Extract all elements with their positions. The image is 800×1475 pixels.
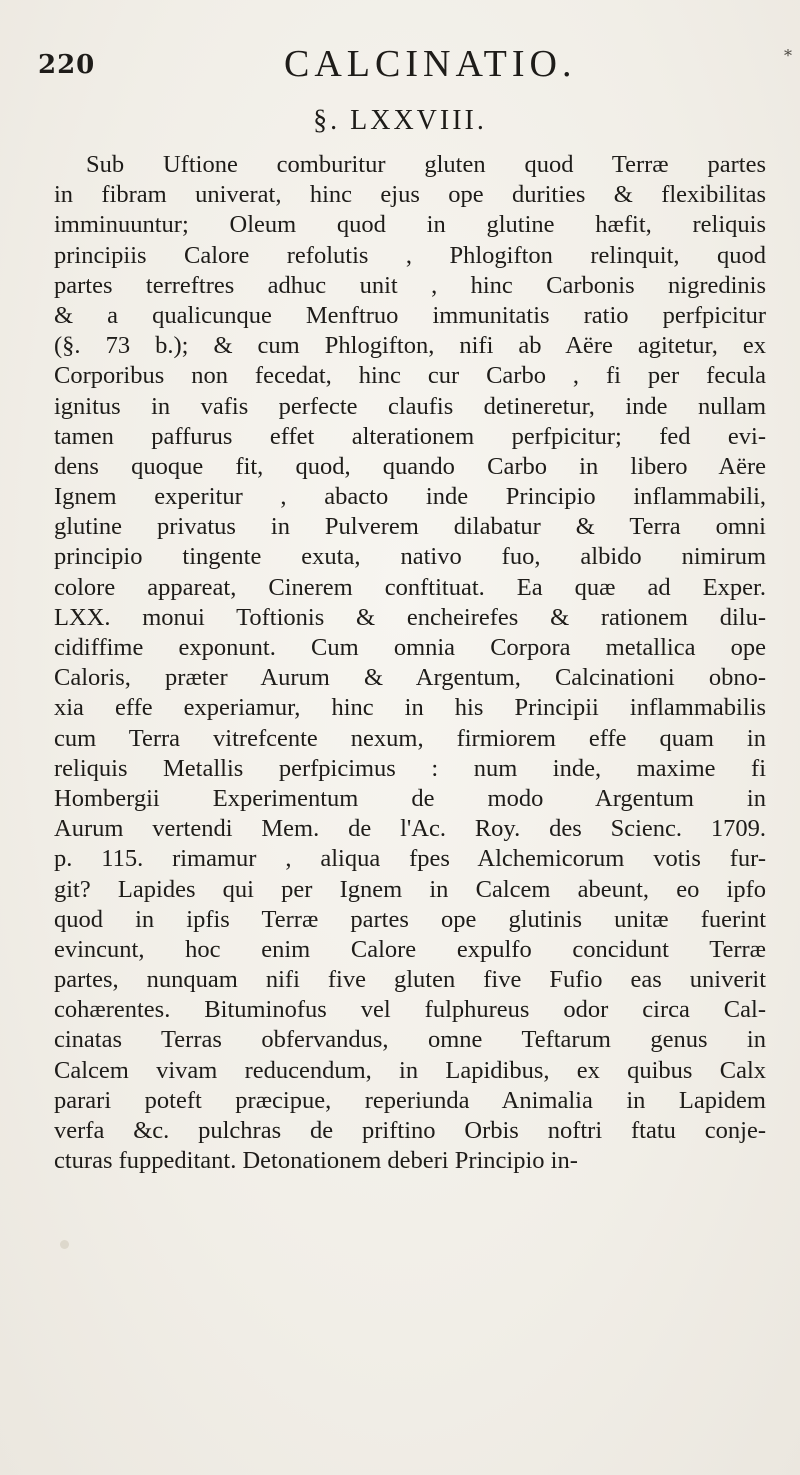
text-line: cum Terra vitrefcente nexum, firmiorem effe quam in xyxy=(54,724,766,752)
text-line: Caloris, præter Aurum & Argentum, Calcinationi obno- xyxy=(54,664,766,692)
text-line: p. 115. rimamur , aliqua fpes Alchemicorum votis fur- xyxy=(54,845,766,873)
body-text xyxy=(54,150,766,1176)
text-line: Corporibus non fecedat, hinc cur Carbo , fi per fecula xyxy=(54,362,766,390)
text-line: quod in ipfis Terræ partes ope glutinis unitæ fuerint xyxy=(54,905,766,933)
text-line: verfa &c. pulchras de priftino Orbis noftri ftatu conje- xyxy=(54,1117,766,1144)
text-line: Hombergii Experimentum de modo Argentum in xyxy=(54,784,766,812)
text-line: Aurum vertendi Mem. de l'Ac. Roy. des Scienc. 1709. xyxy=(54,815,766,843)
text-line: Ignem experitur , abacto inde Principio inflammabili, xyxy=(54,483,766,511)
text-line: partes terreftres adhuc unit , hinc Carbonis nigredinis xyxy=(54,271,766,299)
text-line: LXX. monui Toftionis & encheirefes & rationem dilu- xyxy=(54,603,766,631)
text-line: xia effe experiamur, hinc in his Principii inflammabilis xyxy=(54,694,766,722)
text-line: parari poteft præcipue, reperiunda Animalia in Lapidem xyxy=(54,1086,766,1114)
text-line: & a qualicunque Menftruo immunitatis ratio perfpicitur xyxy=(54,301,766,329)
head-mark: * xyxy=(784,46,792,65)
text-line: glutine privatus in Pulverem dilabatur & Terra omni xyxy=(54,513,766,541)
text-line: cidiffime exponunt. Cum omnia Corpora metallica ope xyxy=(54,634,766,661)
text-line: principio tingente exuta, nativo fuo, albido nimirum xyxy=(54,543,766,571)
text-line: Calcem vivam reducendum, in Lapidibus, ex quibus Calx xyxy=(54,1056,766,1084)
text-line: cohærentes. Bituminofus vel fulphureus odor circa Cal- xyxy=(54,996,766,1024)
running-title: CALCINATIO. xyxy=(284,43,577,85)
text-line: imminuuntur; Oleum quod in glutine hæfit, reliquis xyxy=(54,211,766,239)
text-line: cturas fuppeditant. Detonationem deberi Principio in- xyxy=(54,1147,578,1175)
text-line: principiis Calore refolutis , Phlogifton relinquit, quod xyxy=(54,241,766,269)
text-line: Sub Uftione comburitur gluten quod Terræ partes xyxy=(86,151,766,178)
text-line: dens quoque fit, quod, quando Carbo in libero Aëre xyxy=(54,452,766,480)
page-number: 220 xyxy=(38,50,96,80)
text-line: tamen paffurus effet alterationem perfpicitur; fed evi- xyxy=(54,422,766,450)
page-stain xyxy=(60,1240,69,1249)
text-line: cinatas Terras obfervandus, omne Teftarum genus in xyxy=(54,1026,766,1054)
text-line: partes, nunquam nifi five gluten five Fufio eas univerit xyxy=(54,966,766,994)
text-line: evincunt, hoc enim Calore expulfo concidunt Terræ xyxy=(54,935,766,963)
running-head xyxy=(38,42,792,92)
section-heading: §. LXXVIII. xyxy=(313,105,487,136)
text-line: (§. 73 b.); & cum Phlogifton, nifi ab Aëre agitetur, ex xyxy=(54,332,766,360)
text-line: in fibram univerat, hinc ejus ope durities & flexibilitas xyxy=(54,181,766,209)
text-line: colore appareat, Cinerem conftituat. Ea quæ ad Exper. xyxy=(54,573,766,601)
text-line: ignitus in vafis perfecte claufis detineretur, inde nullam xyxy=(54,392,766,420)
text-line: reliquis Metallis perfpicimus : num inde, maxime fi xyxy=(54,754,766,782)
text-line: git? Lapides qui per Ignem in Calcem abeunt, eo ipfo xyxy=(54,875,766,903)
